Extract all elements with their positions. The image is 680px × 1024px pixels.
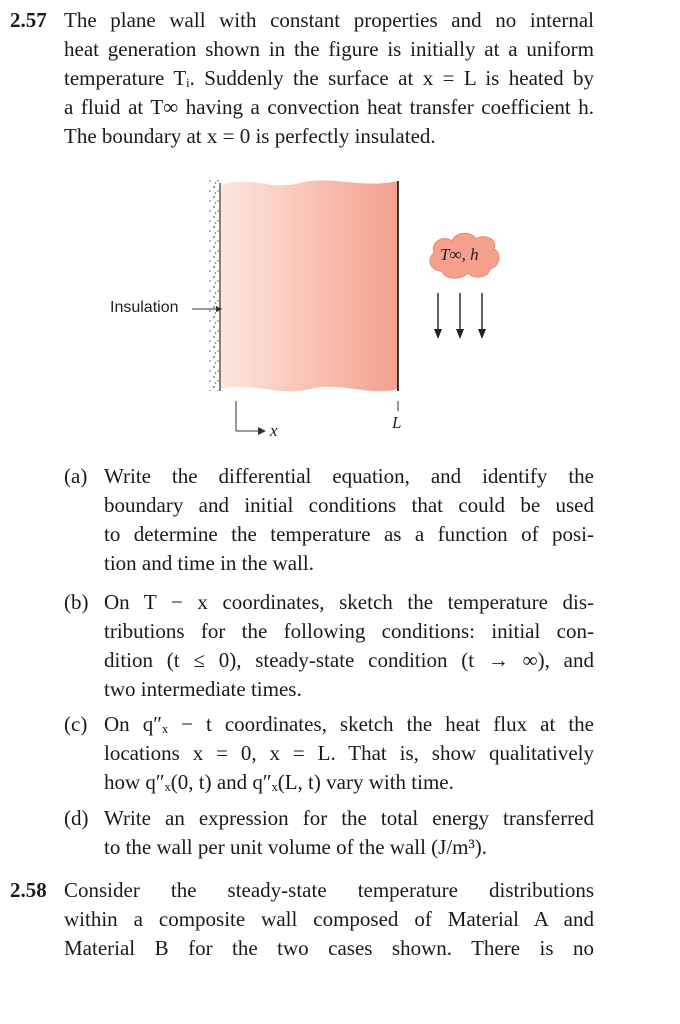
part-line: tributions for the following conditions: initial con- [104,619,594,643]
statement-line: The boundary at x = 0 is perfectly insulated. [64,124,436,148]
problem-statement [64,876,594,963]
part-text [104,804,594,862]
wall-body [220,180,398,391]
part-label: (d) [64,806,89,830]
problem-number: 2.57 [10,8,47,32]
part-line: how q″ₓ(0, t) and q″ₓ(L, t) vary with time. [104,770,454,794]
part-line: Write the differential equation, and identify the [104,464,594,488]
part-line: two intermediate times. [104,677,302,701]
part-line: tion and time in the wall. [104,551,314,575]
heat-arrows [434,293,486,339]
statement-line: heat generation shown in the figure is initially at a uniform [64,37,594,61]
part-label: (a) [64,464,88,488]
x-axis-label: x [270,421,278,440]
statement-line: a fluid at T∞ having a convection heat transfer coefficient h. [64,95,594,119]
statement-line: within a composite wall composed of Material A and [64,907,594,931]
part-label: (b) [64,590,89,614]
problem-number: 2.58 [10,878,47,902]
insulation-label: Insulation [110,299,179,316]
part-text [104,588,594,704]
problem-statement [64,6,594,151]
part-line: locations x = 0, x = L. That is, show qualitatively [104,741,594,765]
statement-line: The plane wall with constant properties and no internal [64,8,594,32]
part-line: Write an expression for the total energy transferred [104,806,594,830]
insulation-strip [208,179,220,391]
part-line: On T − x coordinates, sketch the temperature dis- [104,590,594,614]
part-line: dition (t ≤ 0), steady-state condition (t → ∞), and [104,648,594,672]
part-line: On q″ₓ − t coordinates, sketch the heat flux at the [104,712,594,736]
fluid-label: T∞, h [440,245,479,264]
part-line: boundary and initial conditions that could be used [104,493,594,517]
L-label: L [392,413,402,432]
part-line: to determine the temperature as a function of posi- [104,522,594,546]
part-text [104,710,594,797]
statement-line: temperature Tᵢ. Suddenly the surface at x = L is heated by [64,66,594,90]
statement-line: Consider the steady-state temperature distributions [64,878,594,902]
x-axis-arrow [258,427,266,435]
part-text [104,462,594,578]
part-label: (c) [64,712,88,736]
part-line: to the wall per unit volume of the wall (J/m³). [104,835,488,859]
statement-line: Material B for the two cases shown. There is no [64,936,594,960]
plane-wall-figure [100,175,520,450]
